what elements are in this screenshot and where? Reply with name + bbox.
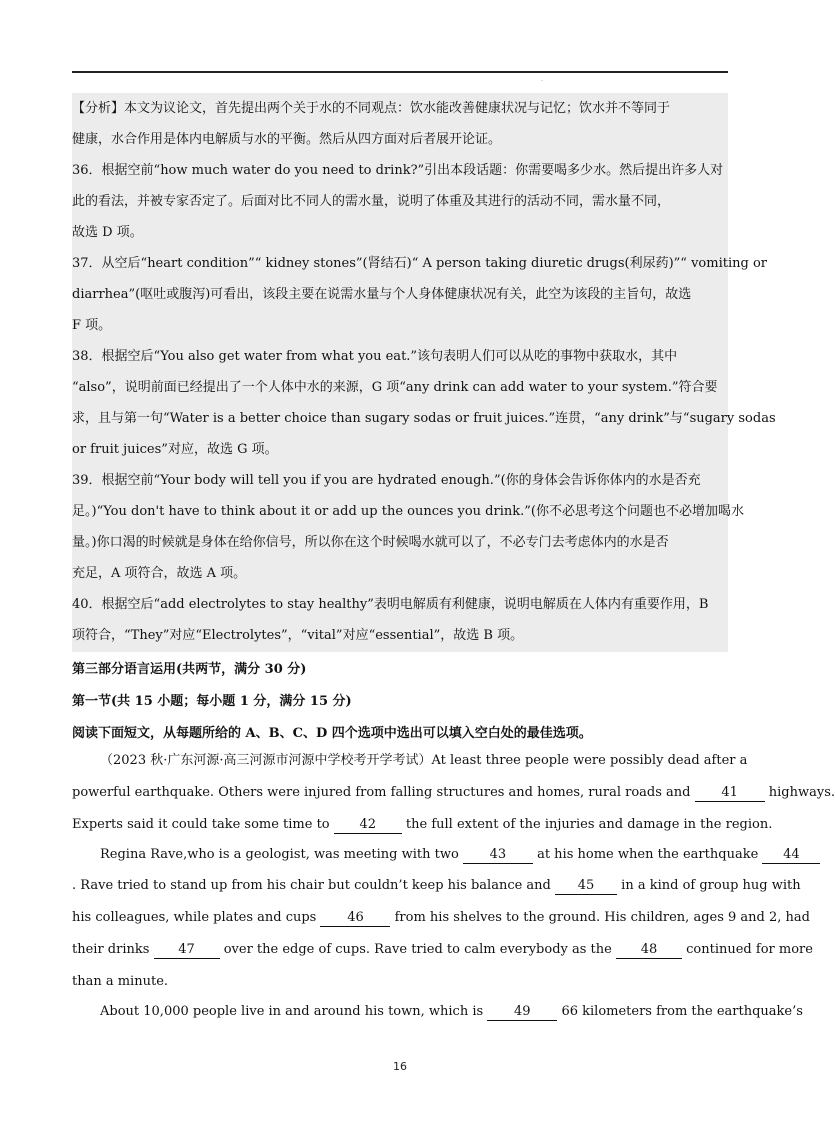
- instruction: 阅读下面短文，从每题所给的 A、B、C、D 四个选项中选出可以填入空白处的最佳选项。: [72, 726, 592, 741]
- blank-41[interactable]: 41: [695, 785, 765, 802]
- passage-text: in a kind of group hug with: [621, 878, 801, 893]
- analysis-line: 故选 D 项。: [72, 225, 143, 240]
- analysis-line: 健康，水合作用是体内电解质与水的平衡。然后从四方面对后者展开论证。: [72, 132, 502, 147]
- passage-line: [72, 966, 728, 998]
- blank-45[interactable]: 45: [555, 878, 617, 895]
- passage-text: continued for more: [686, 942, 813, 957]
- sub-title: 第一节(共 15 小题；每小题 1 分，满分 15 分): [72, 694, 352, 709]
- passage-text: powerful earthquake. Others were injured from falling structures and homes, rural roads and: [72, 785, 691, 800]
- analysis-line: 项符合，“They”对应“Electrolytes”，“vital”对应“essential”，故选 B 项。: [72, 628, 524, 643]
- passage-text: highways.: [768, 785, 835, 800]
- analysis-line: 39．根据空前“Your body will tell you if you are hydrated enough.”(你的身体会告诉你体内的水是否充: [72, 473, 701, 488]
- blank-48[interactable]: 48: [616, 942, 682, 959]
- analysis-line: 【分析】本文为议论文，首先提出两个关于水的不同观点：饮水能改善健康状况与记忆；饮水并不等同于: [72, 101, 671, 116]
- passage-text: Regina Rave,who is a geologist, was meeting with two: [100, 847, 459, 862]
- analysis-line: 40．根据空后“add electrolytes to stay healthy”表明电解质有利健康，说明电解质在人体内有重要作用，B: [72, 597, 709, 612]
- blank-47[interactable]: 47: [154, 942, 220, 959]
- passage-text: . Rave tried to stand up from his chair but couldn’t keep his balance and: [72, 878, 551, 893]
- passage-line: [72, 902, 810, 934]
- blank-49[interactable]: 49: [487, 1004, 557, 1021]
- passage-text: at his home when the earthquake: [537, 847, 759, 862]
- passage-text: Experts said it could take some time to: [72, 817, 330, 832]
- blank-46[interactable]: 46: [320, 910, 390, 927]
- part-title: 第三部分语言运用(共两节，满分 30 分): [72, 662, 307, 677]
- analysis-line: 此的看法，并被专家否定了。后面对比不同人的需水量，说明了体重及其进行的活动不同，需水量不同，: [72, 194, 671, 209]
- blank-44[interactable]: 44: [762, 847, 820, 864]
- passage-text: the full extent of the injuries and damage in the region.: [405, 817, 773, 832]
- passage-text: their drinks: [72, 942, 150, 957]
- passage-line: [72, 777, 835, 809]
- analysis-line: 量。)你口渴的时候就是身体在给你信号，所以你在这个时候喝水就可以了，不必专门去考虑体内的水是否: [72, 535, 669, 550]
- passage-text: （2023 秋·广东河源·高三河源市河源中学校考开学考试）At least three people were possibly dead after a: [100, 753, 748, 768]
- analysis-line: or fruit juices”对应，故选 G 项。: [72, 442, 278, 457]
- passage-text: his colleagues, while plates and cups: [72, 910, 317, 925]
- passage-line: [100, 996, 803, 1028]
- passage-text: from his shelves to the ground. His children, ages 9 and 2, had: [394, 910, 810, 925]
- passage-line: [72, 934, 813, 966]
- passage-line: [72, 870, 801, 902]
- analysis-line: diarrhea”(呕吐或腹泻)可看出，该段主要在说需水量与个人身体健康状况有关，此空为该段的主旨句，故选: [72, 287, 692, 302]
- analysis-line: 38．根据空后“You also get water from what you eat.”该句表明人们可以从吃的事物中获取水，其中: [72, 349, 678, 364]
- passage-text: than a minute.: [72, 974, 169, 989]
- passage-line: [100, 745, 748, 777]
- analysis-line: 求，且与第一句“Water is a better choice than sugary sodas or fruit juices.”连贯，“any drink”与“sugary sodas: [72, 411, 776, 426]
- passage-text: over the edge of cups. Rave tried to calm everybody as the: [223, 942, 612, 957]
- passage-text: 66 kilometers from the earthquake’s: [561, 1004, 803, 1019]
- analysis-line: 充足，A 项符合，故选 A 项。: [72, 566, 247, 581]
- analysis-line: 足。)“You don't have to think about it or add up the ounces you drink.”(你不必思考这个问题也不必增加喝水: [72, 504, 744, 519]
- analysis-line: F 项。: [72, 318, 112, 333]
- analysis-line: 37．从空后“heart condition”“ kidney stones”(肾结石)“ A person taking diuretic drugs(利尿药)”“ vomiting or: [72, 256, 767, 271]
- header-mark: .: [541, 76, 543, 83]
- passage-text: About 10,000 people live in and around his town, which is: [100, 1004, 484, 1019]
- blank-43[interactable]: 43: [463, 847, 533, 864]
- analysis-line: 36．根据空前“how much water do you need to drink?”引出本段话题：你需要喝多少水。然后提出许多人对: [72, 163, 724, 178]
- blank-42[interactable]: 42: [334, 817, 402, 834]
- passage-line: [72, 809, 773, 841]
- page-number: 16: [393, 1060, 407, 1073]
- passage-line: [100, 839, 800, 871]
- analysis-line: “also”，说明前面已经提出了一个人体中水的来源，G 项“any drink can add water to your system.”符合要: [72, 380, 718, 395]
- header-rule: [72, 71, 728, 73]
